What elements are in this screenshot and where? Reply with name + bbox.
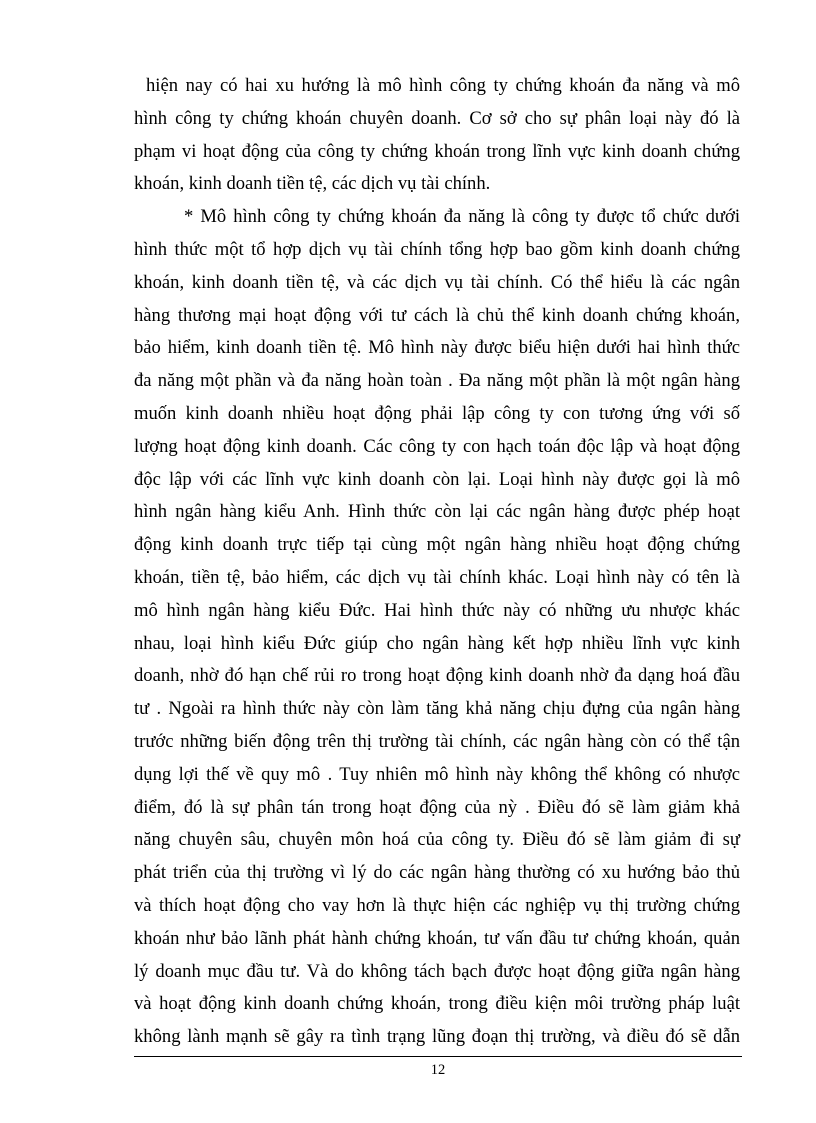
text-line-16: khoán, tiền tệ, bảo hiểm, các dịch vụ tài chính khác. Loại hình này có tên là [134,566,740,588]
text-line-24: năng chuyên sâu, chuyên môn hoá của công ty. Điều đó sẽ làm giảm đi sự [134,829,740,851]
text-line-13: độc lập với các lĩnh vực kinh doanh còn lại. Loại hình này được gọi là mô [134,468,740,490]
text-line-11: muốn kinh doanh nhiều hoạt động phải lập công ty con tương ứng với số [134,402,740,424]
document-body [134,70,740,1054]
text-line-7: khoán, kinh doanh tiền tệ, và các dịch vụ tài chính. Có thể hiểu là các ngân [134,271,740,293]
text-line-6: hình thức một tổ hợp dịch vụ tài chính tổng hợp bao gồm kinh doanh chứng [134,238,740,260]
text-line-22: dụng lợi thế về quy mô . Tuy nhiên mô hình này không thể không có nhược [134,763,740,785]
text-line-10: đa năng một phần và đa năng hoàn toàn . Đa năng một phần là một ngân hàng [134,370,740,392]
text-line-18: nhau, loại hình kiểu Đức giúp cho ngân hàng kết hợp nhiều lĩnh vực kinh [134,632,740,654]
text-line-25: phát triển của thị trường vì lý do các ngân hàng thường có xu hướng bảo thủ [134,862,740,884]
text-line-9: bảo hiểm, kinh doanh tiền tệ. Mô hình này được biểu hiện dưới hai hình thức [134,337,740,359]
text-line-15: động kinh doanh trực tiếp tại cùng một ngân hàng nhiều hoạt động chứng [134,534,740,556]
text-line-1: hiện nay có hai xu hướng là mô hình công ty chứng khoán đa năng và mô [146,75,740,96]
text-line-8: hàng thương mại hoạt động với tư cách là chủ thể kinh doanh chứng khoán, [134,304,740,326]
text-line-17: mô hình ngân hàng kiểu Đức. Hai hình thức này có những ưu nhược khác [134,599,740,621]
text-line-3: phạm vi hoạt động của công ty chứng khoán trong lĩnh vực kinh doanh chứng [134,140,740,162]
text-line-2: hình công ty chứng khoán chuyên doanh. Cơ sở cho sự phân loại này đó là [134,107,740,129]
text-line-20: tư . Ngoài ra hình thức này còn làm tăng khả năng chịu đựng của ngân hàng [134,698,740,720]
text-line-26: và thích hoạt động cho vay hơn là thực hiện các nghiệp vụ thị trường chứng [134,894,740,916]
text-line-27: khoán như bảo lãnh phát hành chứng khoán, tư vấn đầu tư chứng khoán, quản [134,927,740,949]
text-line-21: trước những biến động trên thị trường tài chính, các ngân hàng còn có thể tận [134,730,740,752]
text-line-19: doanh, nhờ đó hạn chế rủi ro trong hoạt động kinh doanh nhờ đa dạng hoá đầu [134,665,740,687]
text-line-4: khoán, kinh doanh tiền tệ, các dịch vụ tài chính. [134,173,491,195]
text-line-23: điểm, đó là sự phân tán trong hoạt động của nỳ . Điều đó sẽ làm giảm khả [134,796,740,818]
footer-divider [134,1056,742,1057]
page-number: 12 [430,1062,446,1078]
text-line-14: hình ngân hàng kiểu Anh. Hình thức còn lại các ngân hàng được phép hoạt [134,501,740,523]
text-line-28: lý doanh mục đầu tư. Và do không tách bạch được hoạt động giữa ngân hàng [134,960,740,982]
text-line-30: không lành mạnh sẽ gây ra tình trạng lũng đoạn thị trường, và điều đó sẽ dẫn [134,1026,740,1048]
text-line-12: lượng hoạt động kinh doanh. Các công ty con hạch toán độc lập và hoạt động [134,435,740,457]
text-line-5: * Mô hình công ty chứng khoán đa năng là công ty được tổ chức dưới [184,206,740,228]
text-line-29: và hoạt động kinh doanh chứng khoán, trong điều kiện môi trường pháp luật [134,993,740,1015]
